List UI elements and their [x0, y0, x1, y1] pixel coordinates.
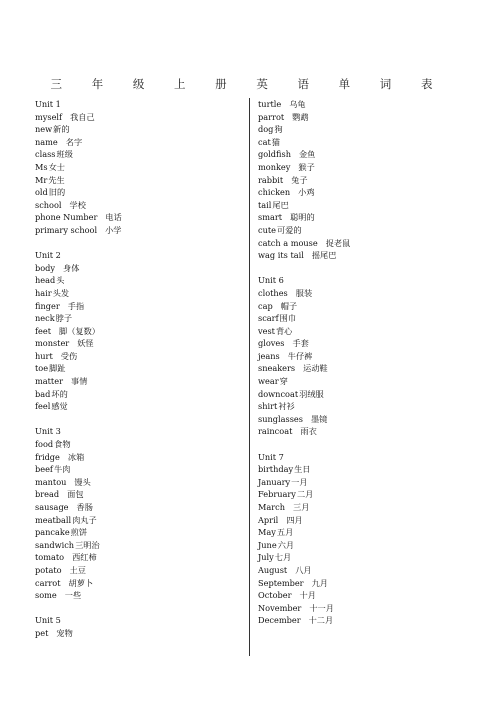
word-entry [35, 551, 235, 564]
english-word: clothes [258, 287, 288, 298]
chinese-meaning: 运动鞋 [303, 363, 328, 374]
english-word: wag its tail [258, 250, 304, 261]
unit-heading [35, 98, 235, 111]
chinese-meaning: 肉丸子 [72, 514, 97, 525]
word-entry [35, 501, 235, 514]
unit-label: Unit 7 [258, 451, 284, 462]
word-entry [35, 589, 235, 602]
english-word: neck [35, 313, 55, 324]
english-word: August [258, 564, 288, 575]
chinese-meaning: 鹦鹉 [292, 111, 309, 122]
unit-label: Unit 1 [35, 99, 61, 109]
english-word: March [258, 502, 286, 512]
word-entry [35, 111, 235, 124]
word-entry [35, 577, 235, 590]
english-word: birthday [258, 464, 294, 475]
chinese-meaning: 乌龟 [289, 99, 306, 109]
unit-label: Unit 6 [258, 275, 284, 286]
chinese-meaning: 新的 [53, 124, 70, 135]
word-entry [258, 186, 458, 199]
chinese-meaning: 脖子 [55, 313, 73, 324]
english-word: fridge [35, 451, 60, 462]
english-word: matter [35, 376, 63, 387]
word-entry [35, 161, 235, 174]
column-divider [249, 98, 250, 656]
english-word: feet [35, 325, 52, 336]
english-word: myself [35, 111, 63, 122]
english-word: Mr [35, 174, 48, 185]
word-entry [258, 614, 458, 627]
english-word: catch a mouse [258, 237, 318, 248]
unit-heading [35, 249, 235, 262]
english-word: parrot [258, 111, 285, 122]
unit-heading [258, 274, 458, 287]
word-entry [35, 174, 235, 187]
english-word: downcoat [258, 388, 299, 399]
chinese-meaning: 宠物 [56, 627, 73, 638]
word-entry [258, 300, 458, 313]
chinese-meaning: 生日 [294, 464, 311, 475]
chinese-meaning: 金鱼 [298, 149, 316, 160]
word-entry [258, 325, 458, 338]
word-entry [258, 161, 458, 174]
chinese-meaning: 七月 [274, 552, 292, 563]
word-entry [35, 514, 235, 527]
word-entry [258, 199, 458, 212]
word-entry [35, 488, 235, 501]
english-word: toe [35, 363, 49, 374]
chinese-meaning: 可爱的 [277, 224, 302, 235]
english-word: monkey [258, 161, 291, 172]
english-word: October [258, 590, 292, 601]
chinese-meaning: 妖怪 [77, 338, 94, 349]
chinese-meaning: 九月 [311, 577, 328, 588]
english-word: scarf [258, 313, 279, 324]
chinese-meaning: 围巾 [279, 313, 297, 324]
english-word: name [35, 136, 58, 147]
chinese-meaning: 坏的 [51, 388, 68, 399]
chinese-meaning: 女士 [48, 161, 65, 172]
english-word: potato [35, 564, 62, 575]
word-entry [35, 136, 235, 149]
english-word: cute [258, 224, 276, 235]
chinese-meaning: 香肠 [76, 502, 93, 512]
chinese-meaning: 煎饼 [70, 527, 88, 538]
word-entry [35, 148, 235, 161]
chinese-meaning: 受伤 [60, 350, 78, 361]
chinese-meaning: 胡萝卜 [68, 577, 94, 588]
english-word: tail [258, 199, 272, 210]
chinese-meaning: 脚趾 [49, 363, 66, 374]
word-entry [258, 514, 458, 527]
chinese-meaning: 六月 [277, 539, 295, 550]
english-word: December [258, 615, 301, 626]
english-word: rabbit [258, 174, 284, 185]
unit-label: Unit 5 [35, 615, 61, 626]
english-word: old [35, 187, 48, 198]
word-entry [258, 287, 458, 300]
english-word: feel [35, 401, 51, 412]
word-entry [258, 174, 458, 187]
chinese-meaning: 羽绒服 [299, 388, 324, 399]
blank-line [258, 262, 458, 275]
word-entry [258, 564, 458, 577]
chinese-meaning: 四月 [286, 514, 303, 525]
chinese-meaning: 感觉 [51, 401, 68, 412]
word-entry [35, 438, 235, 451]
chinese-meaning: 聪明的 [290, 212, 315, 223]
chinese-meaning: 一些 [64, 590, 82, 601]
english-word: chicken [258, 187, 291, 198]
chinese-meaning: 先生 [48, 174, 65, 185]
chinese-meaning: 穿 [279, 376, 288, 387]
english-word: some [35, 590, 57, 601]
word-entry [35, 388, 235, 401]
chinese-meaning: 旧的 [48, 187, 66, 198]
chinese-meaning: 衬衫 [278, 401, 295, 412]
chinese-meaning: 事情 [71, 376, 88, 387]
word-entry [35, 350, 235, 363]
english-word: mantou [35, 476, 67, 487]
chinese-meaning: 馒头 [74, 476, 91, 487]
english-word: September [258, 577, 304, 588]
chinese-meaning: 我自己 [70, 111, 95, 122]
chinese-meaning: 名字 [65, 136, 83, 147]
chinese-meaning: 帽子 [280, 300, 298, 311]
english-word: phone Number [35, 212, 98, 223]
word-entry [35, 476, 235, 489]
english-word: wear [258, 376, 279, 387]
unit-heading [258, 451, 458, 464]
english-word: January [258, 476, 291, 487]
english-word: pancake [35, 527, 70, 538]
word-entry [258, 577, 458, 590]
chinese-meaning: 头发 [52, 287, 70, 298]
word-entry [258, 476, 458, 489]
english-word: bread [35, 489, 60, 500]
english-word: jeans [258, 350, 280, 361]
english-word: hair [35, 287, 52, 298]
word-entry [258, 589, 458, 602]
left-word-column [35, 98, 235, 640]
chinese-meaning: 三明治 [75, 539, 100, 550]
unit-heading [35, 614, 235, 627]
word-entry [35, 312, 235, 325]
chinese-meaning: 小学 [105, 224, 122, 235]
english-word: May [258, 527, 276, 538]
word-entry [258, 237, 458, 250]
chinese-meaning: 一月 [291, 476, 308, 487]
english-word: smart [258, 212, 283, 223]
english-word: Ms [35, 161, 48, 172]
chinese-meaning: 三月 [293, 502, 310, 512]
word-entry [35, 199, 235, 212]
english-word: monster [35, 338, 70, 349]
word-entry [35, 186, 235, 199]
word-entry [258, 211, 458, 224]
chinese-meaning: 尾巴 [272, 199, 289, 210]
word-entry [258, 350, 458, 363]
word-entry [258, 136, 458, 149]
word-entry [258, 111, 458, 124]
word-entry [258, 148, 458, 161]
chinese-meaning: 牛仔裤 [287, 350, 313, 361]
word-entry [35, 211, 235, 224]
english-word: gloves [258, 338, 285, 349]
chinese-meaning: 猴子 [298, 161, 315, 172]
english-word: goldfish [258, 149, 291, 160]
word-entry [35, 539, 235, 552]
chinese-meaning: 小鸡 [298, 187, 315, 198]
english-word: class [35, 149, 56, 160]
word-entry [258, 224, 458, 237]
word-entry [35, 274, 235, 287]
word-entry [258, 539, 458, 552]
word-entry [35, 123, 235, 136]
word-entry [35, 463, 235, 476]
english-word: primary school [35, 224, 98, 235]
blank-line [35, 237, 235, 250]
word-entry [258, 362, 458, 375]
chinese-meaning: 头 [56, 275, 65, 286]
word-entry [35, 627, 235, 640]
word-entry [258, 337, 458, 350]
english-word: cap [258, 300, 273, 311]
english-word: hurt [35, 350, 53, 361]
english-word: April [258, 514, 279, 525]
chinese-meaning: 手套 [292, 338, 309, 349]
english-word: raincoat [258, 426, 293, 437]
english-word: dog [258, 124, 274, 135]
chinese-meaning: 牛肉 [53, 464, 71, 475]
word-entry [258, 249, 458, 262]
english-word: sandwich [35, 539, 75, 550]
word-entry [258, 388, 458, 401]
english-word: head [35, 275, 56, 286]
chinese-meaning: 墨镜 [310, 413, 328, 424]
word-entry [258, 98, 458, 111]
english-word: meatball [35, 514, 72, 525]
english-word: food [35, 439, 54, 450]
chinese-meaning: 面包 [67, 489, 84, 500]
english-word: body [35, 262, 56, 273]
word-entry [35, 300, 235, 313]
chinese-meaning: 食物 [54, 439, 71, 450]
unit-label: Unit 2 [35, 250, 61, 261]
word-entry [35, 526, 235, 539]
chinese-meaning: 捉老鼠 [325, 237, 351, 248]
unit-label: Unit 3 [35, 426, 61, 437]
word-entry [258, 400, 458, 413]
word-entry [258, 463, 458, 476]
chinese-meaning: 猫 [271, 136, 280, 147]
chinese-meaning: 电话 [105, 212, 122, 223]
word-entry [258, 123, 458, 136]
english-word: carrot [35, 577, 61, 588]
word-entry [258, 501, 458, 514]
blank-line [35, 602, 235, 615]
english-word: new [35, 124, 53, 135]
unit-heading [35, 425, 235, 438]
word-entry [258, 312, 458, 325]
word-entry [35, 400, 235, 413]
word-entry [35, 375, 235, 388]
word-entry [258, 413, 458, 426]
word-entry [258, 425, 458, 438]
word-entry [35, 325, 235, 338]
english-word: beef [35, 464, 53, 475]
chinese-meaning: 十月 [299, 590, 316, 601]
blank-line [35, 413, 235, 426]
english-word: July [258, 552, 274, 563]
word-entry [35, 262, 235, 275]
english-word: February [258, 489, 296, 500]
english-word: turtle [258, 99, 282, 109]
right-word-column [258, 98, 458, 627]
english-word: shirt [258, 401, 278, 412]
english-word: sunglasses [258, 413, 303, 424]
english-word: cat [258, 136, 271, 147]
word-entry [258, 551, 458, 564]
chinese-meaning: 身体 [63, 262, 80, 273]
chinese-meaning: 五月 [276, 527, 294, 538]
english-word: June [258, 539, 277, 550]
chinese-meaning: 土豆 [69, 564, 86, 575]
chinese-meaning: 十一月 [309, 602, 334, 613]
word-entry [35, 337, 235, 350]
chinese-meaning: 狗 [274, 124, 283, 135]
english-word: pet [35, 627, 49, 638]
english-word: finger [35, 300, 60, 311]
chinese-meaning: 兔子 [291, 174, 308, 185]
chinese-meaning: 十二月 [308, 615, 334, 626]
chinese-meaning: 西红柿 [72, 552, 97, 563]
chinese-meaning: 八月 [295, 564, 312, 575]
chinese-meaning: 脚（复数） [59, 325, 100, 336]
blank-line [258, 438, 458, 451]
chinese-meaning: 摇尾巴 [311, 250, 337, 261]
word-entry [35, 287, 235, 300]
english-word: tomato [35, 552, 65, 563]
english-word: sneakers [258, 363, 296, 374]
english-word: sausage [35, 502, 69, 512]
english-word: school [35, 199, 62, 210]
chinese-meaning: 服装 [295, 287, 313, 298]
chinese-meaning: 冰箱 [67, 451, 85, 462]
english-word: bad [35, 388, 51, 399]
chinese-meaning: 雨衣 [300, 426, 317, 437]
word-entry [35, 362, 235, 375]
chinese-meaning: 班级 [56, 149, 73, 160]
english-word: November [258, 602, 302, 613]
chinese-meaning: 背心 [275, 325, 293, 336]
word-entry [35, 451, 235, 464]
word-entry [258, 526, 458, 539]
chinese-meaning: 学校 [69, 199, 86, 210]
word-entry [258, 375, 458, 388]
word-entry [35, 224, 235, 237]
english-word: vest [258, 325, 275, 336]
word-entry [258, 602, 458, 615]
word-entry [35, 564, 235, 577]
word-entry [258, 488, 458, 501]
chinese-meaning: 二月 [296, 489, 314, 500]
chinese-meaning: 手指 [67, 300, 85, 311]
page-title: 三 年 级 上 册 英 语 单 词 表 [50, 77, 446, 91]
